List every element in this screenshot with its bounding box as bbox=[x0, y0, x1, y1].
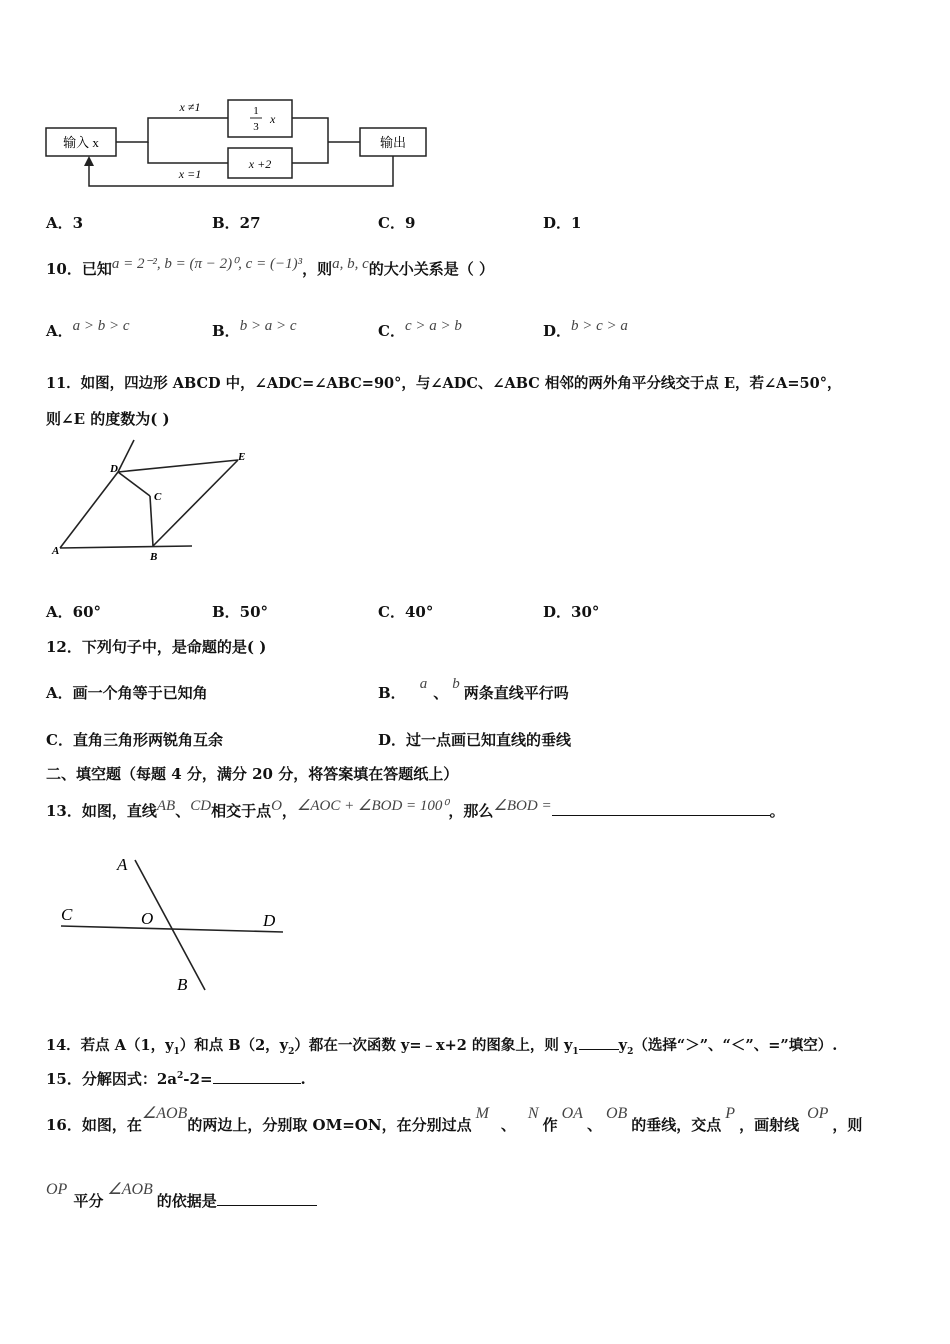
q12-option-c: C．直角三角形两锐角互余 bbox=[46, 731, 223, 749]
intersecting-lines-figure bbox=[55, 850, 295, 1000]
q11-stem-line1: 11．如图，四边形 ABCD 中，∠ADC=∠ABC=90°，与∠ADC、∠ABC 相邻的两外角平分线交于点 E，若∠A=50°， bbox=[46, 375, 842, 392]
q16-stem-line2: OP平分∠AOB的依据是 bbox=[46, 1190, 317, 1211]
fraction-denominator: 3 bbox=[253, 121, 259, 133]
q11-option-b: B．50° bbox=[212, 603, 269, 621]
label-a: A bbox=[52, 545, 60, 557]
q10-pre: 10．已知 bbox=[46, 260, 112, 278]
output-label: 输出 bbox=[379, 135, 407, 150]
fraction-numerator: 1 bbox=[253, 105, 259, 117]
q10-post: 的大小关系是（ ） bbox=[368, 260, 494, 278]
q11-option-c: C．40° bbox=[378, 603, 434, 621]
operation-bottom-label: x +2 bbox=[248, 157, 272, 171]
q10-mid: ，则 bbox=[302, 260, 333, 278]
label-b: B bbox=[150, 551, 158, 563]
q16-stem-line1: 16．如图，在∠AOB的两边上，分别取 OM=ON，在分别过点M、N作OA、OB的垂线，交点P，画射线OP，则 bbox=[46, 1105, 863, 1134]
label-o: O bbox=[141, 909, 154, 928]
q13-stem: 13．如图，直线AB、CD相交于点O，∠AOC + ∠BOD = 100⁰，那么∠BOD = 。 bbox=[46, 798, 785, 820]
q12-option-a: A．画一个角等于已知角 bbox=[46, 684, 208, 702]
q13-answer-blank[interactable] bbox=[552, 801, 770, 816]
q16-answer-blank[interactable] bbox=[217, 1191, 317, 1206]
q11-option-d: D．30° bbox=[543, 603, 600, 621]
q12-option-d: D．过一点画已知直线的垂线 bbox=[378, 731, 572, 749]
q12-stem: 12．下列句子中，是命题的是( ) bbox=[46, 638, 267, 656]
condition-top: x ≠1 bbox=[179, 100, 201, 114]
label-b: B bbox=[177, 975, 188, 994]
q10-option-a: A．a > b > c bbox=[46, 318, 130, 340]
q9-option-c: C．9 bbox=[378, 214, 416, 232]
q10-option-d: D．b > c > a bbox=[543, 318, 628, 340]
section-heading: 二、填空题（每题 4 分，满分 20 分，将答案填在答题纸上） bbox=[46, 765, 459, 783]
q9-option-b: B．27 bbox=[212, 214, 261, 232]
q15-answer-blank[interactable] bbox=[213, 1069, 301, 1084]
q15-stem: 15．分解因式：$2a^2-2=$ . bbox=[46, 1070, 306, 1088]
input-label: 输入 x bbox=[63, 135, 99, 150]
quadrilateral-figure bbox=[50, 436, 260, 566]
label-a: A bbox=[117, 855, 128, 874]
q10-stem bbox=[46, 258, 494, 279]
label-d: D bbox=[263, 911, 276, 930]
fraction-variable: x bbox=[270, 112, 276, 126]
q10-math-defs: a = 2⁻², b = (π − 2)⁰, c = (−1)³ bbox=[111, 256, 303, 272]
q12-option-b: B． a 、 b 两条直线平行吗 bbox=[378, 676, 569, 702]
q14-stem: 14．若点 A（1，$y_1$）和点 B（2，$y_2$）都在一次函数 y=﹣x+2 的图象上，则 $y_1$ $y_2$（选择“＞”、“＜”、=”填空）. bbox=[46, 1037, 838, 1057]
q11-option-a: A．60° bbox=[46, 603, 102, 621]
q10-option-b: B．b > a > c bbox=[212, 318, 297, 340]
q9-option-a: A．3 bbox=[46, 214, 84, 232]
q10-option-c: C．c > a > b bbox=[378, 318, 462, 340]
condition-bottom: x =1 bbox=[178, 167, 202, 181]
q14-answer-blank[interactable] bbox=[579, 1035, 619, 1050]
q10-math-vars: a, b, c bbox=[332, 256, 369, 272]
label-e: E bbox=[238, 451, 246, 463]
label-c: C bbox=[61, 905, 73, 924]
arrow-head bbox=[84, 156, 94, 166]
label-d: D bbox=[110, 463, 118, 475]
flowchart-figure bbox=[40, 92, 440, 192]
label-c: C bbox=[154, 491, 162, 503]
q11-stem-line2: 则∠E 的度数为( ) bbox=[46, 410, 170, 428]
q9-option-d: D．1 bbox=[543, 214, 582, 232]
